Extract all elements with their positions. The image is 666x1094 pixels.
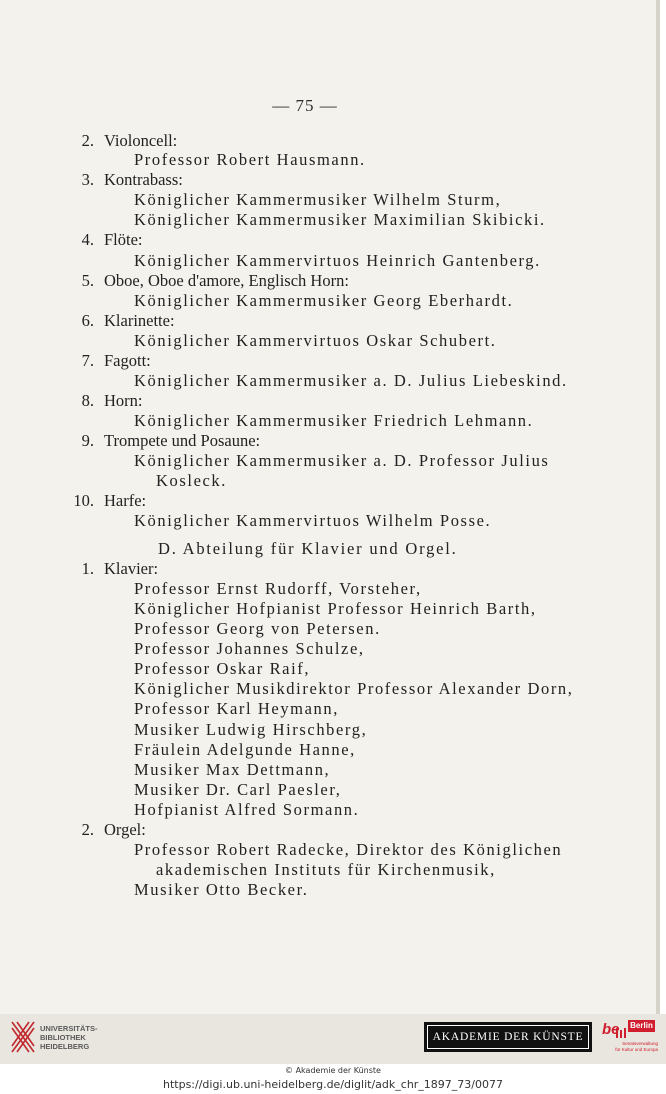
teacher-entry: Königlicher Kammermusiker Friedrich Lehmann. xyxy=(134,411,534,430)
akademie-logo-label: AKADEMIE DER KÜNSTE xyxy=(427,1025,589,1049)
item-number: 10. xyxy=(73,491,94,510)
teacher-entry: Professor Robert Hausmann. xyxy=(134,150,366,169)
instrument-label: Klarinette: xyxy=(104,311,175,330)
instrument-label: Flöte: xyxy=(104,230,143,249)
teacher-entry: Kosleck. xyxy=(156,471,227,490)
teacher-entry: Königlicher Kammervirtuos Wilhelm Posse. xyxy=(134,511,492,530)
item-number: 5. xyxy=(81,271,94,290)
instrument-label: Klavier: xyxy=(104,559,159,578)
item-number: 9. xyxy=(81,431,94,450)
instrument-label: Trompete und Posaune: xyxy=(104,431,261,450)
item-number: 1. xyxy=(81,559,94,578)
teacher-entry: Königlicher Kammervirtuos Oskar Schubert. xyxy=(134,331,497,350)
teacher-entry: Hofpianist Alfred Sormann. xyxy=(134,800,360,819)
teacher-entry: Professor Oskar Raif, xyxy=(134,659,311,678)
item-number: 6. xyxy=(81,311,94,330)
senate-department-text xyxy=(614,1041,658,1052)
instrument-label: Fagott: xyxy=(104,351,151,370)
copyright-text: © Akademie der Künste xyxy=(285,1066,381,1075)
teacher-entry: Königlicher Kammermusiker Wilhelm Sturm, xyxy=(134,190,502,209)
teacher-entry: akademischen Instituts für Kirchenmusik, xyxy=(156,860,496,879)
item-number: 2. xyxy=(81,820,94,839)
teacher-entry: Professor Johannes Schulze, xyxy=(134,639,365,658)
teacher-entry: Königlicher Musikdirektor Professor Alexander Dorn, xyxy=(134,679,574,698)
university-library-name-text: UNIVERSITÄTS- BIBLIOTHEK HEIDELBERG xyxy=(40,1024,98,1051)
teacher-entry: Königlicher Kammermusiker a. D. Julius Liebeskind. xyxy=(134,371,568,390)
teacher-entry: Fräulein Adelgunde Hanne, xyxy=(134,740,356,759)
instrument-label: Harfe: xyxy=(104,491,147,510)
teacher-entry: Musiker Dr. Carl Paesler, xyxy=(134,780,342,799)
teacher-entry: Königlicher Kammermusiker a. D. Professor Julius xyxy=(134,451,550,470)
teacher-entry: Professor Georg von Petersen. xyxy=(134,619,381,638)
teacher-entry: Königlicher Hofpianist Professor Heinrich Barth, xyxy=(134,599,537,618)
item-number: 7. xyxy=(81,351,94,370)
item-number: 3. xyxy=(81,170,94,189)
be-logo-text: be xyxy=(602,1021,620,1038)
instrument-label: Orgel: xyxy=(104,820,146,839)
berlin-badge: Berlin xyxy=(628,1020,655,1032)
teacher-entry: Königlicher Kammermusiker Georg Eberhardt. xyxy=(134,291,514,310)
section-heading: D. Abteilung für Klavier und Orgel. xyxy=(158,539,458,558)
teacher-entry: Professor Karl Heymann, xyxy=(134,699,339,718)
university-library-logo-icon xyxy=(8,1018,38,1056)
university-library-name xyxy=(40,1024,98,1051)
teacher-entry: Musiker Ludwig Hirschberg, xyxy=(134,720,368,739)
instrument-label: Oboe, Oboe d'amore, Englisch Horn: xyxy=(104,271,349,290)
teacher-entry: Musiker Otto Becker. xyxy=(134,880,309,899)
instrument-label: Kontrabass: xyxy=(104,170,183,189)
instrument-label: Horn: xyxy=(104,391,143,410)
item-number: 2. xyxy=(81,131,94,150)
teacher-entry: Professor Robert Radecke, Direktor des Königlichen xyxy=(134,840,563,859)
teacher-entry: Musiker Max Dettmann, xyxy=(134,760,331,779)
teacher-entry: Königlicher Kammermusiker Maximilian Skibicki. xyxy=(134,210,546,229)
teacher-entry: Professor Ernst Rudorff, Vorsteher, xyxy=(134,579,422,598)
teacher-entry: Königlicher Kammervirtuos Heinrich Gantenberg. xyxy=(134,251,541,270)
akademie-logo[interactable] xyxy=(424,1022,592,1052)
page-number: — 75 — xyxy=(272,96,338,115)
senate-department-label: Senatsverwaltung für Kultur und Europa xyxy=(615,1041,658,1052)
source-url-link[interactable]: https://digi.ub.uni-heidelberg.de/diglit/adk_chr_1897_73/0077 xyxy=(162,1078,504,1091)
item-number: 4. xyxy=(81,230,94,249)
item-number: 8. xyxy=(81,391,94,410)
instrument-label: Violoncell: xyxy=(104,131,178,150)
